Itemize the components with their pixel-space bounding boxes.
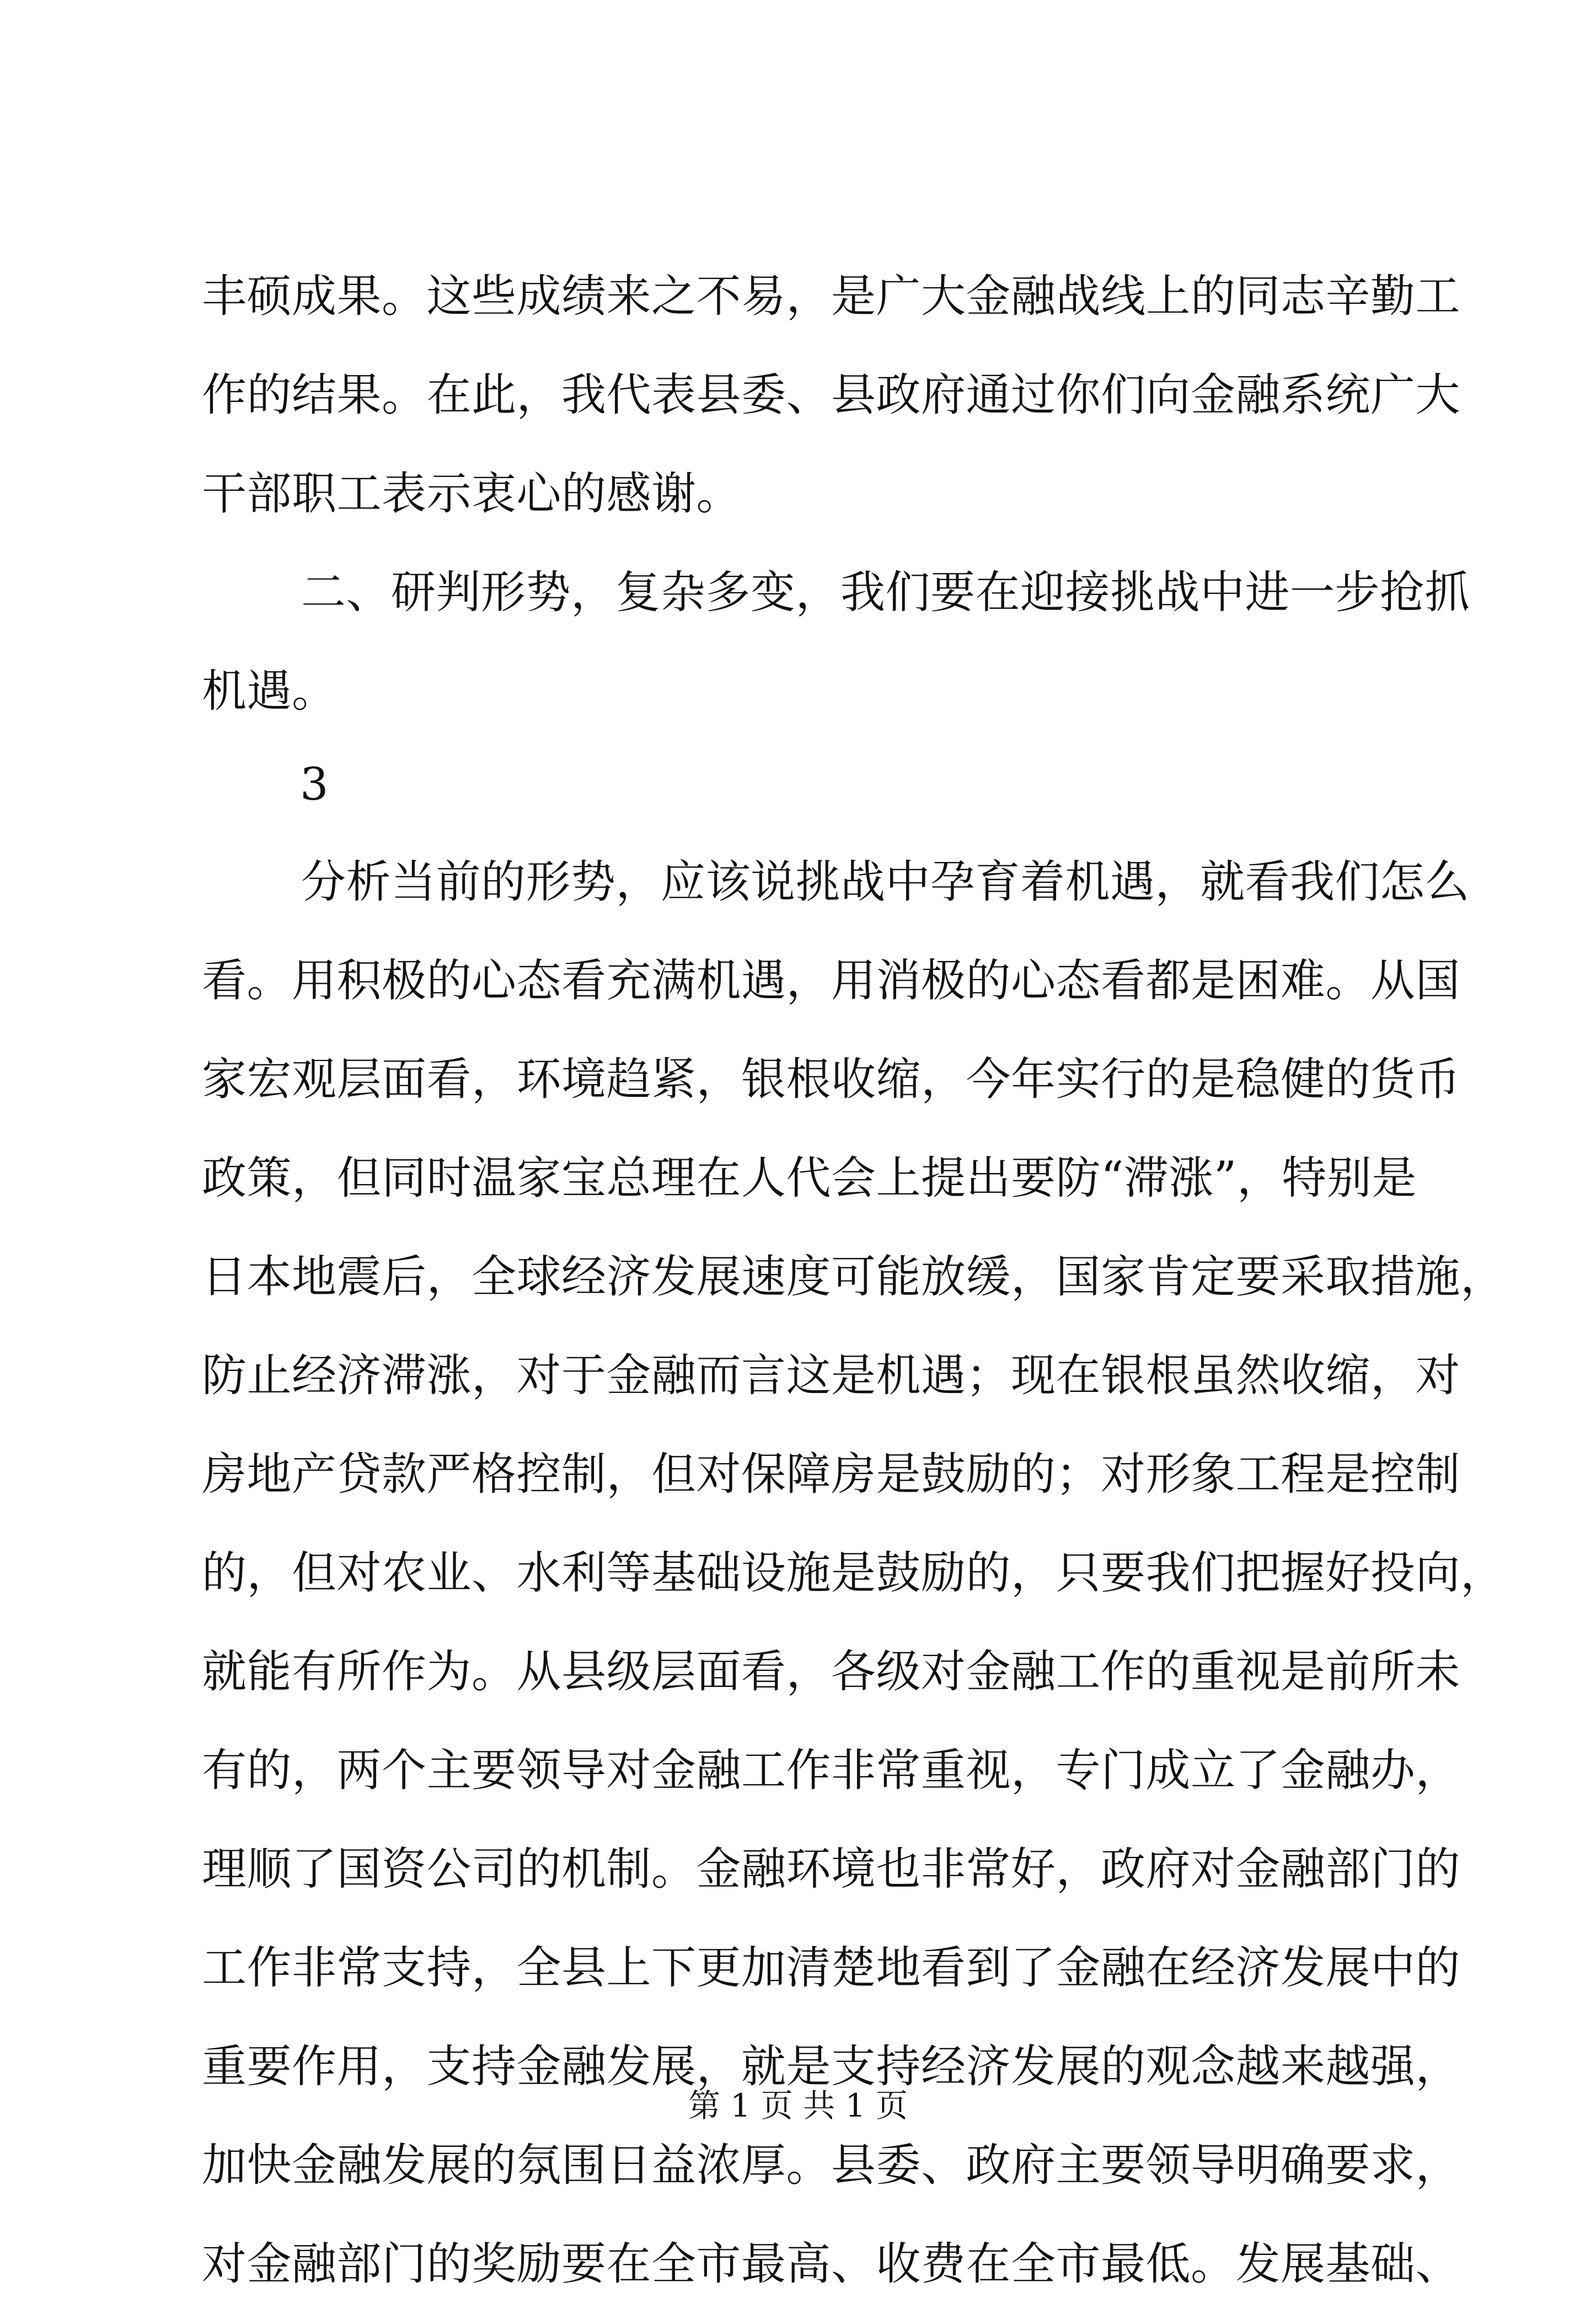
page-footer: 第 1 页 共 1 页: [688, 2087, 908, 2124]
body-text-line: 的，但对农业、水利等基础设施是鼓励的，只要我们把握好投向，: [202, 1547, 1506, 1599]
body-text-line: 干部职工表示衷心的感谢。: [202, 468, 742, 520]
section-heading-line: 机遇。: [202, 666, 337, 717]
body-text-line: 就能有所作为。从县级层面看，各级对金融工作的重视是前所未: [202, 1646, 1461, 1698]
body-text-line: 重要作用，支持金融发展，就是支持经济发展的观念越来越强，: [202, 2041, 1461, 2093]
body-text-line: 工作非常支持，全县上下更加清楚地看到了金融在经济发展中的: [202, 1942, 1461, 1994]
body-text-line: 分析当前的形势，应该说挑战中孕育着机遇，就看我们怎么: [301, 856, 1470, 908]
body-text-line: 防止经济滞涨，对于金融而言这是机遇；现在银根虽然收缩，对: [202, 1350, 1461, 1402]
body-text-line: 加快金融发展的氛围日益浓厚。县委、政府主要领导明确要求，: [202, 2140, 1461, 2192]
body-text-line: 理顺了国资公司的机制。金融环境也非常好，政府对金融部门的: [202, 1844, 1461, 1895]
section-number: 3: [300, 759, 329, 811]
body-text-line: 作的结果。在此，我代表县委、县政府通过你们向金融系统广大: [202, 369, 1461, 421]
body-text-line: 日本地震后，全球经济发展速度可能放缓，国家肯定要采取措施，: [202, 1251, 1506, 1303]
body-text-line: 有的，两个主要领导对金融工作非常重视，专门成立了金融办，: [202, 1745, 1461, 1797]
body-text-line: 对金融部门的奖励要在全市最高、收费在全市最低。发展基础、: [202, 2238, 1461, 2290]
body-text-line: 房地产贷款严格控制，但对保障房是鼓励的；对形象工程是控制: [202, 1449, 1461, 1501]
body-text-line: 丰硕成果。这些成绩来之不易，是广大金融战线上的同志辛勤工: [202, 271, 1461, 323]
body-text-line: 家宏观层面看，环境趋紧，银根收缩，今年实行的是稳健的货币: [202, 1054, 1461, 1106]
body-text-line: 看。用积极的心态看充满机遇，用消极的心态看都是困难。从国: [202, 955, 1461, 1007]
body-text-line: 政策，但同时温家宝总理在人代会上提出要防“滞涨”，特别是: [202, 1153, 1417, 1204]
section-heading-line: 二、研判形势，复杂多变，我们要在迎接挑战中进一步抢抓: [301, 567, 1470, 619]
